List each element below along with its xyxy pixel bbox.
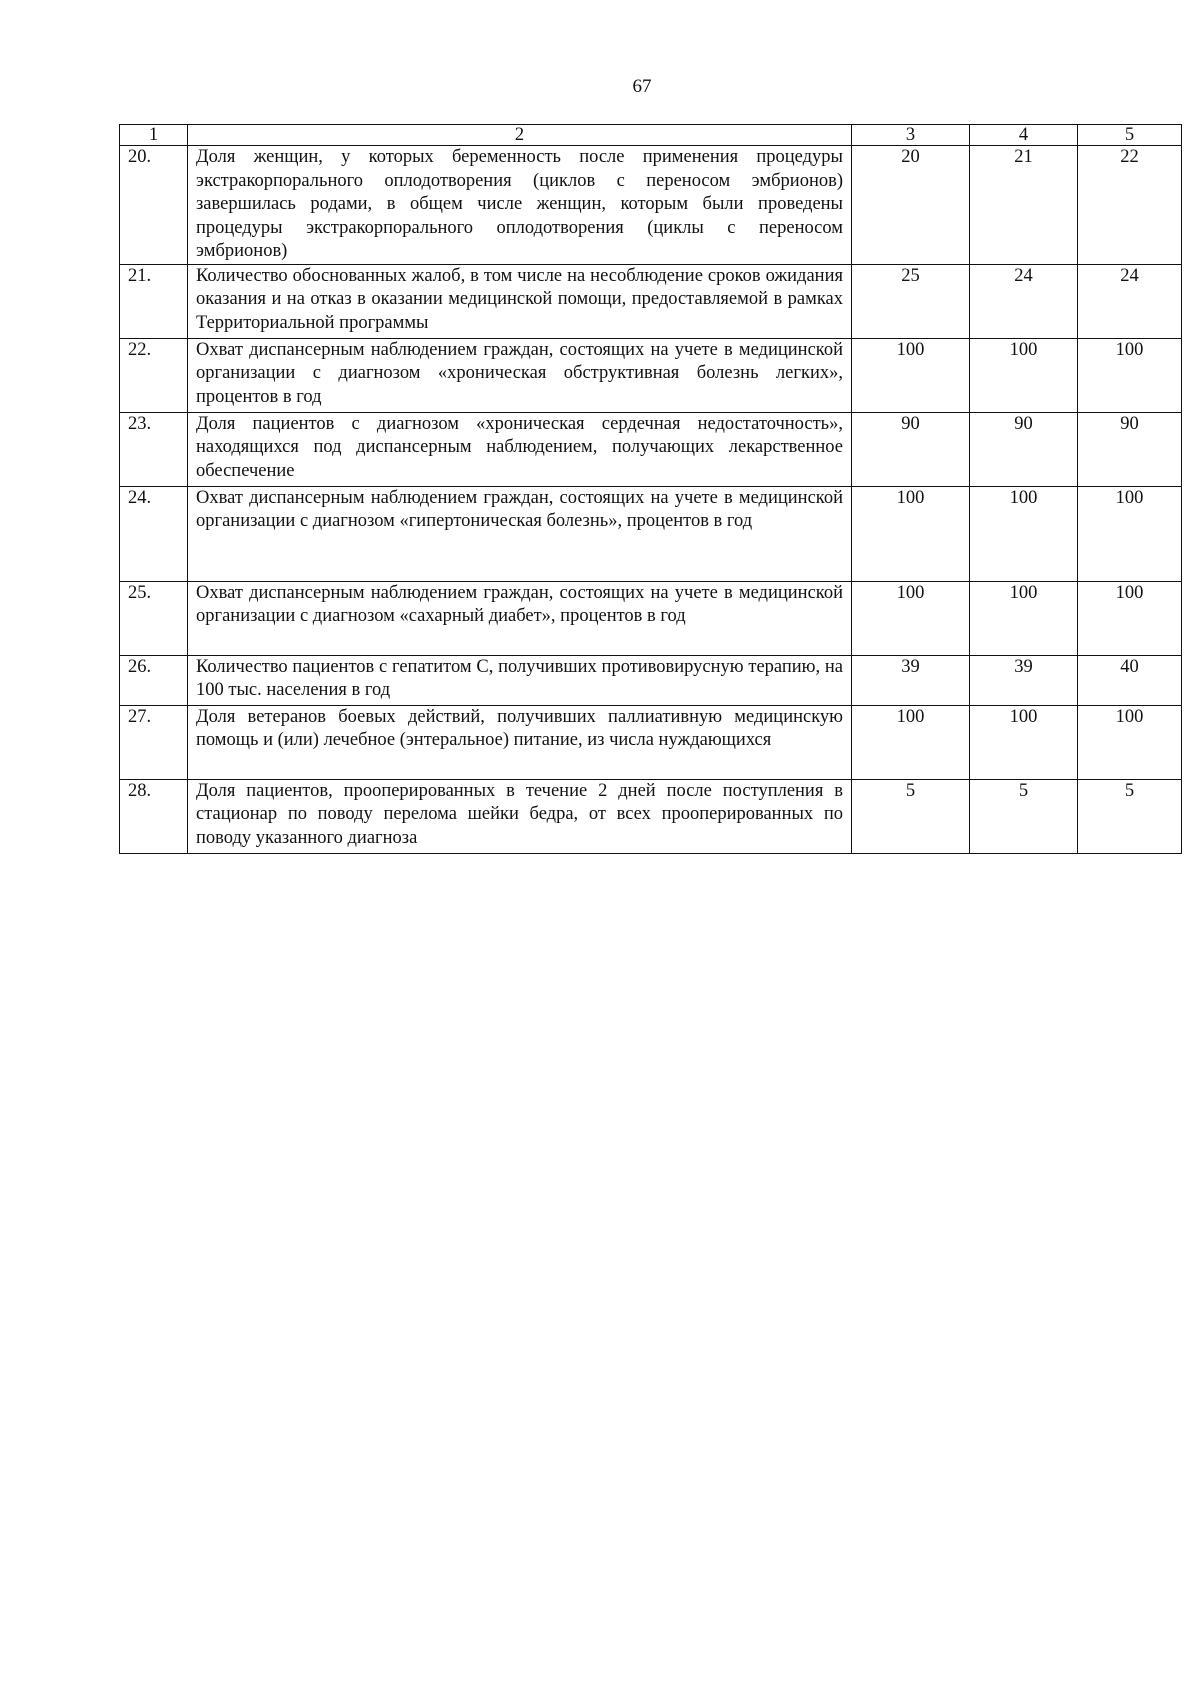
table-row [120,581,1182,655]
value-col-4: 24 [970,264,1078,338]
row-description: Количество обоснованных жалоб, в том числе на несоблюдение сроков ожидания оказания и на отказ в оказании медицинской помощи, предоставляемой в рамках Территориальной программы [188,264,852,338]
row-number: 26. [120,655,188,705]
value-col-5: 22 [1078,146,1182,265]
value-col-3: 5 [852,779,970,853]
value-col-4: 90 [970,412,1078,486]
value-col-4: 100 [970,705,1078,779]
value-col-4: 100 [970,486,1078,581]
row-description: Охват диспансерным наблюдением граждан, состоящих на учете в медицинской организации с диагнозом «хроническая обструктивная болезнь легких», процентов в год [188,338,852,412]
row-number: 23. [120,412,188,486]
value-col-5: 24 [1078,264,1182,338]
value-col-3: 100 [852,581,970,655]
value-col-3: 100 [852,338,970,412]
table-row [120,779,1182,853]
row-description: Количество пациентов с гепатитом С, получивших противовирусную терапию, на 100 тыс. населения в год [188,655,852,705]
indicators-table [119,124,1182,854]
row-number: 22. [120,338,188,412]
row-number: 27. [120,705,188,779]
value-col-3: 100 [852,486,970,581]
value-col-5: 100 [1078,338,1182,412]
value-col-3: 90 [852,412,970,486]
value-col-4: 39 [970,655,1078,705]
row-number: 25. [120,581,188,655]
value-col-5: 5 [1078,779,1182,853]
row-number: 21. [120,264,188,338]
table-row [120,338,1182,412]
table-row [120,655,1182,705]
value-col-3: 100 [852,705,970,779]
column-header: 4 [970,125,1078,146]
row-number: 28. [120,779,188,853]
value-col-5: 100 [1078,705,1182,779]
column-header: 2 [188,125,852,146]
value-col-5: 100 [1078,486,1182,581]
row-description: Охват диспансерным наблюдением граждан, состоящих на учете в медицинской организации с диагнозом «гипертоническая болезнь», процентов в год [188,486,852,581]
value-col-3: 20 [852,146,970,265]
header-row [120,125,1182,146]
value-col-4: 100 [970,581,1078,655]
page-number: 67 [632,76,652,97]
value-col-5: 100 [1078,581,1182,655]
row-number: 24. [120,486,188,581]
value-col-3: 25 [852,264,970,338]
column-header: 3 [852,125,970,146]
value-col-5: 40 [1078,655,1182,705]
column-header: 1 [120,125,188,146]
table-row [120,264,1182,338]
value-col-4: 100 [970,338,1078,412]
value-col-4: 21 [970,146,1078,265]
value-col-4: 5 [970,779,1078,853]
row-description: Доля пациентов, прооперированных в течение 2 дней после поступления в стационар по поводу перелома шейки бедра, от всех прооперированных по поводу указанного диагноза [188,779,852,853]
row-description: Доля женщин, у которых беременность после применения процедуры экстракорпорального оплодотворения (циклов с переносом эмбрионов) завершилась родами, в общем числе женщин, которым были проведены процедуры экстракорпорального оплодотворения (циклы с переносом эмбрионов) [188,146,852,265]
row-description: Доля пациентов с диагнозом «хроническая сердечная недостаточность», находящихся под диспансерным наблюдением, получающих лекарственное обеспечение [188,412,852,486]
table-row [120,486,1182,581]
column-header: 5 [1078,125,1182,146]
value-col-5: 90 [1078,412,1182,486]
row-number: 20. [120,146,188,265]
table-row [120,412,1182,486]
table-row [120,705,1182,779]
value-col-3: 39 [852,655,970,705]
row-description: Охват диспансерным наблюдением граждан, состоящих на учете в медицинской организации с диагнозом «сахарный диабет», процентов в год [188,581,852,655]
row-description: Доля ветеранов боевых действий, получивших паллиативную медицинскую помощь и (или) лечебное (энтеральное) питание, из числа нуждающихся [188,705,852,779]
table-row [120,146,1182,265]
